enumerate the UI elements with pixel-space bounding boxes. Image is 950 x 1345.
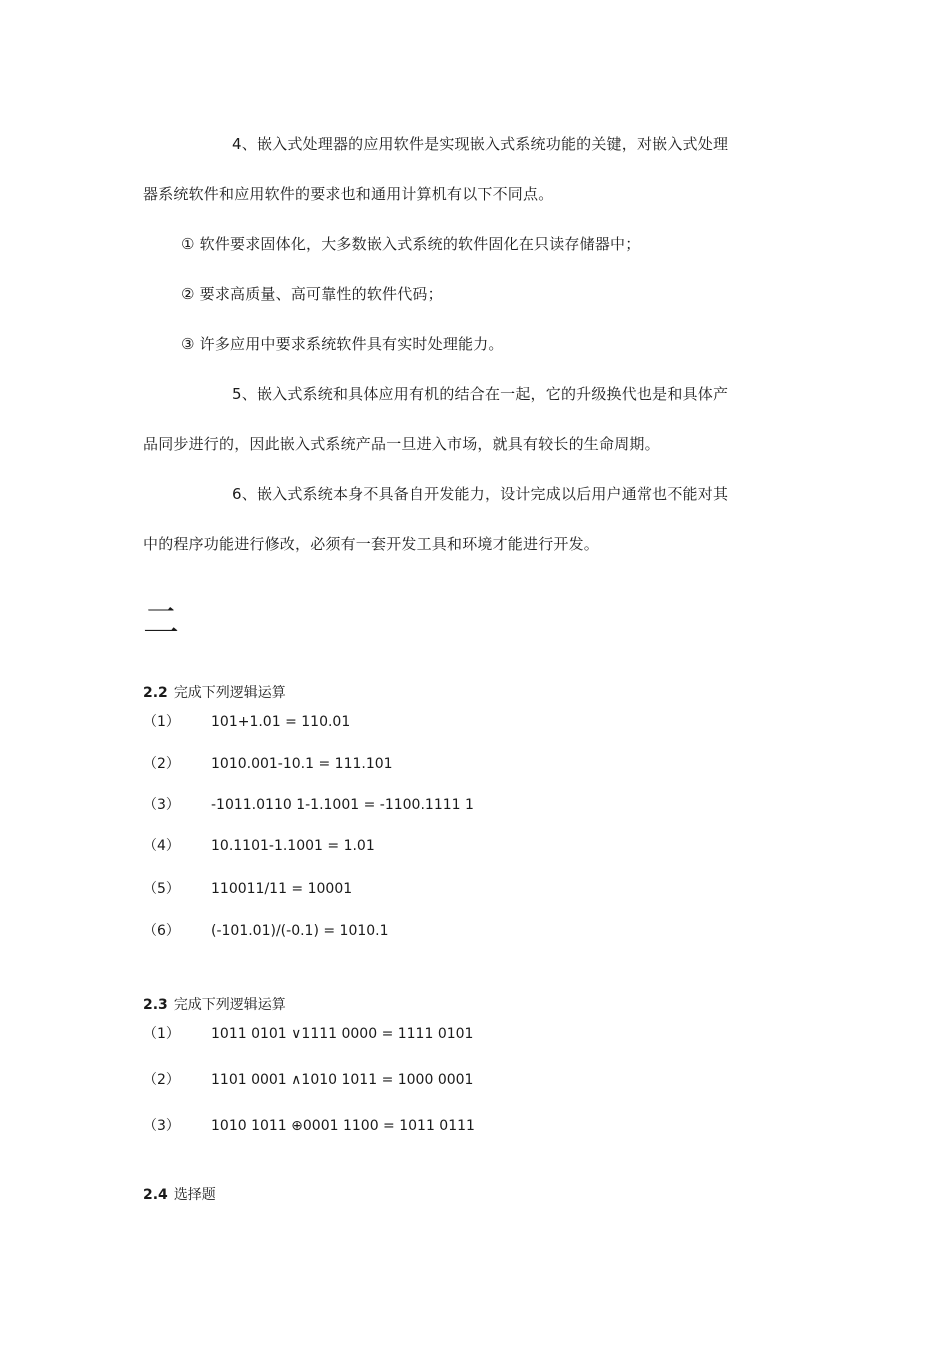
paragraph-5-line-1: 5、嵌入式系统和具体应用有机的结合在一起，它的升级换代也是和具体产 [232, 385, 729, 403]
item-expression: 1011 0101 ∨1111 0000 = 1111 0101 [211, 1026, 474, 1042]
item-index: （1） [143, 714, 180, 730]
section-title-text: 完成下列逻辑运算 [173, 997, 286, 1013]
item-expression: 1101 0001 ∧1010 1011 = 1000 0001 [211, 1072, 474, 1088]
item-expression: 101+1.01 = 110.01 [211, 714, 351, 730]
item-expression: 1010 1011 ⊕0001 1100 = 1011 0111 [211, 1118, 475, 1134]
item-index: （2） [143, 756, 180, 772]
paragraph-5-line-2: 品同步进行的，因此嵌入式系统产品一旦进入市场，就具有较长的生命周期。 [143, 435, 660, 453]
section-number: 2.4 [143, 1187, 168, 1203]
paragraph-4-line-2: 器系统软件和应用软件的要求也和通用计算机有以下不同点。 [143, 185, 554, 203]
section-number: 2.3 [143, 997, 168, 1013]
item-index: （6） [143, 923, 180, 939]
section-title-text: 完成下列逻辑运算 [173, 685, 286, 701]
paragraph-4-line-1: 4、嵌入式处理器的应用软件是实现嵌入式系统功能的关键，对嵌入式处理 [232, 135, 729, 153]
section-2-2-title [143, 684, 286, 702]
item-expression: -1011.0110 1-1.1001 = -1100.1111 1 [211, 797, 474, 813]
chapter-heading: 二 [143, 601, 180, 642]
section-2-4-title [143, 1186, 216, 1204]
item-expression: (-101.01)/(-0.1) = 1010.1 [211, 923, 389, 939]
paragraph-6-line-1: 6、嵌入式系统本身不具备自开发能力，设计完成以后用户通常也不能对其 [232, 485, 729, 503]
section-title-text: 选择题 [173, 1187, 216, 1203]
item-expression: 1010.001-10.1 = 111.101 [211, 756, 393, 772]
item-index: （1） [143, 1026, 180, 1042]
item-index: （2） [143, 1072, 180, 1088]
item-index: （5） [143, 881, 180, 897]
item-expression: 10.1101-1.1001 = 1.01 [211, 838, 375, 854]
item-index: （4） [143, 838, 180, 854]
bullet-1: ① 软件要求固体化，大多数嵌入式系统的软件固化在只读存储器中； [181, 235, 641, 253]
item-index: （3） [143, 797, 180, 813]
item-index: （3） [143, 1118, 180, 1134]
section-number: 2.2 [143, 685, 168, 701]
bullet-3: ③ 许多应用中要求系统软件具有实时处理能力。 [181, 335, 504, 353]
item-expression: 110011/11 = 10001 [211, 881, 353, 897]
paragraph-6-line-2: 中的程序功能进行修改，必须有一套开发工具和环境才能进行开发。 [143, 535, 600, 553]
section-2-3-title [143, 996, 286, 1014]
bullet-2: ② 要求高质量、高可靠性的软件代码； [181, 285, 443, 303]
